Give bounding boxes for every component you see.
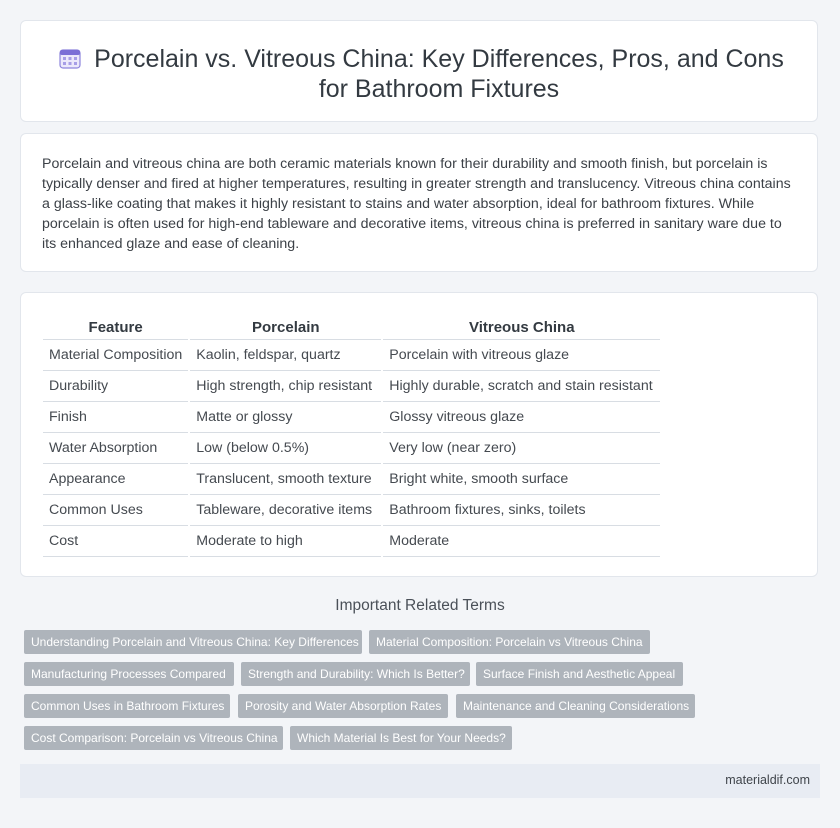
cell-vitreous-china: Bathroom fixtures, sinks, toilets — [382, 495, 661, 526]
cell-porcelain: Low (below 0.5%) — [189, 433, 382, 464]
related-term-tag[interactable]: Maintenance and Cleaning Considerations — [456, 694, 695, 718]
intro-paragraph: Porcelain and vitreous china are both ceramic materials known for their durability and smooth finish, but porcelain is typically denser and fired at higher temperatures, resulting in greater strength and translucency. Vitreous china contains a glass-like coating that makes it highly resistant to stains and water absorption, ideal for bathroom fixtures. While porcelain is often used for high-end tableware and decorative items, vitreous china is preferred in sanitary ware due to its enhanced glaze and ease of cleaning. — [42, 156, 791, 252]
cell-porcelain: Moderate to high — [189, 526, 382, 557]
cell-feature: Appearance — [43, 464, 189, 495]
site-name[interactable]: materialdif.com — [725, 773, 810, 787]
cell-vitreous-china: Moderate — [382, 526, 661, 557]
related-term-tag[interactable]: Surface Finish and Aesthetic Appeal — [476, 662, 683, 686]
cell-feature: Durability — [43, 371, 189, 402]
cell-porcelain: Translucent, smooth texture — [189, 464, 382, 495]
table-row — [43, 495, 661, 526]
table-row — [43, 402, 661, 433]
cell-feature: Material Composition — [43, 340, 189, 371]
related-term-tag[interactable]: Common Uses in Bathroom Fixtures — [24, 694, 230, 718]
table-row — [43, 433, 661, 464]
related-term-tag[interactable]: Material Composition: Porcelain vs Vitreous China — [369, 630, 650, 654]
related-term-tag[interactable]: Understanding Porcelain and Vitreous China: Key Differences — [24, 630, 362, 654]
cell-feature: Water Absorption — [43, 433, 189, 464]
table-row — [43, 464, 661, 495]
cell-vitreous-china: Glossy vitreous glaze — [382, 402, 661, 433]
cell-vitreous-china: Highly durable, scratch and stain resistant — [382, 371, 661, 402]
cell-porcelain: Tableware, decorative items — [189, 495, 382, 526]
comparison-table — [43, 316, 662, 557]
related-term-tag[interactable]: Porosity and Water Absorption Rates — [238, 694, 448, 718]
table-header-row — [43, 316, 661, 340]
calendar-icon — [59, 47, 81, 69]
comparison-card — [20, 292, 818, 577]
table-row — [43, 526, 661, 557]
cell-porcelain: High strength, chip resistant — [189, 371, 382, 402]
related-term-tag[interactable]: Manufacturing Processes Compared — [24, 662, 234, 686]
header-porcelain: Porcelain — [189, 316, 382, 340]
cell-vitreous-china: Porcelain with vitreous glaze — [382, 340, 661, 371]
related-terms-heading: Important Related Terms — [335, 597, 505, 614]
cell-porcelain: Kaolin, feldspar, quartz — [189, 340, 382, 371]
title-card — [20, 20, 818, 122]
related-term-tag[interactable]: Strength and Durability: Which Is Better? — [241, 662, 470, 686]
intro-card — [20, 133, 818, 272]
header-feature: Feature — [43, 316, 189, 340]
related-term-tag[interactable]: Cost Comparison: Porcelain vs Vitreous China — [24, 726, 283, 750]
cell-feature: Finish — [43, 402, 189, 433]
table-row — [43, 371, 661, 402]
related-term-tag[interactable]: Which Material Is Best for Your Needs? — [290, 726, 512, 750]
cell-vitreous-china: Bright white, smooth surface — [382, 464, 661, 495]
footer — [20, 764, 820, 798]
cell-feature: Cost — [43, 526, 189, 557]
cell-vitreous-china: Very low (near zero) — [382, 433, 661, 464]
table-row — [43, 340, 661, 371]
header-vitreous-china: Vitreous China — [382, 316, 661, 340]
cell-feature: Common Uses — [43, 495, 189, 526]
page-title: Porcelain vs. Vitreous China: Key Differences, Pros, and Cons for Bathroom Fixtures — [94, 45, 784, 103]
cell-porcelain: Matte or glossy — [189, 402, 382, 433]
